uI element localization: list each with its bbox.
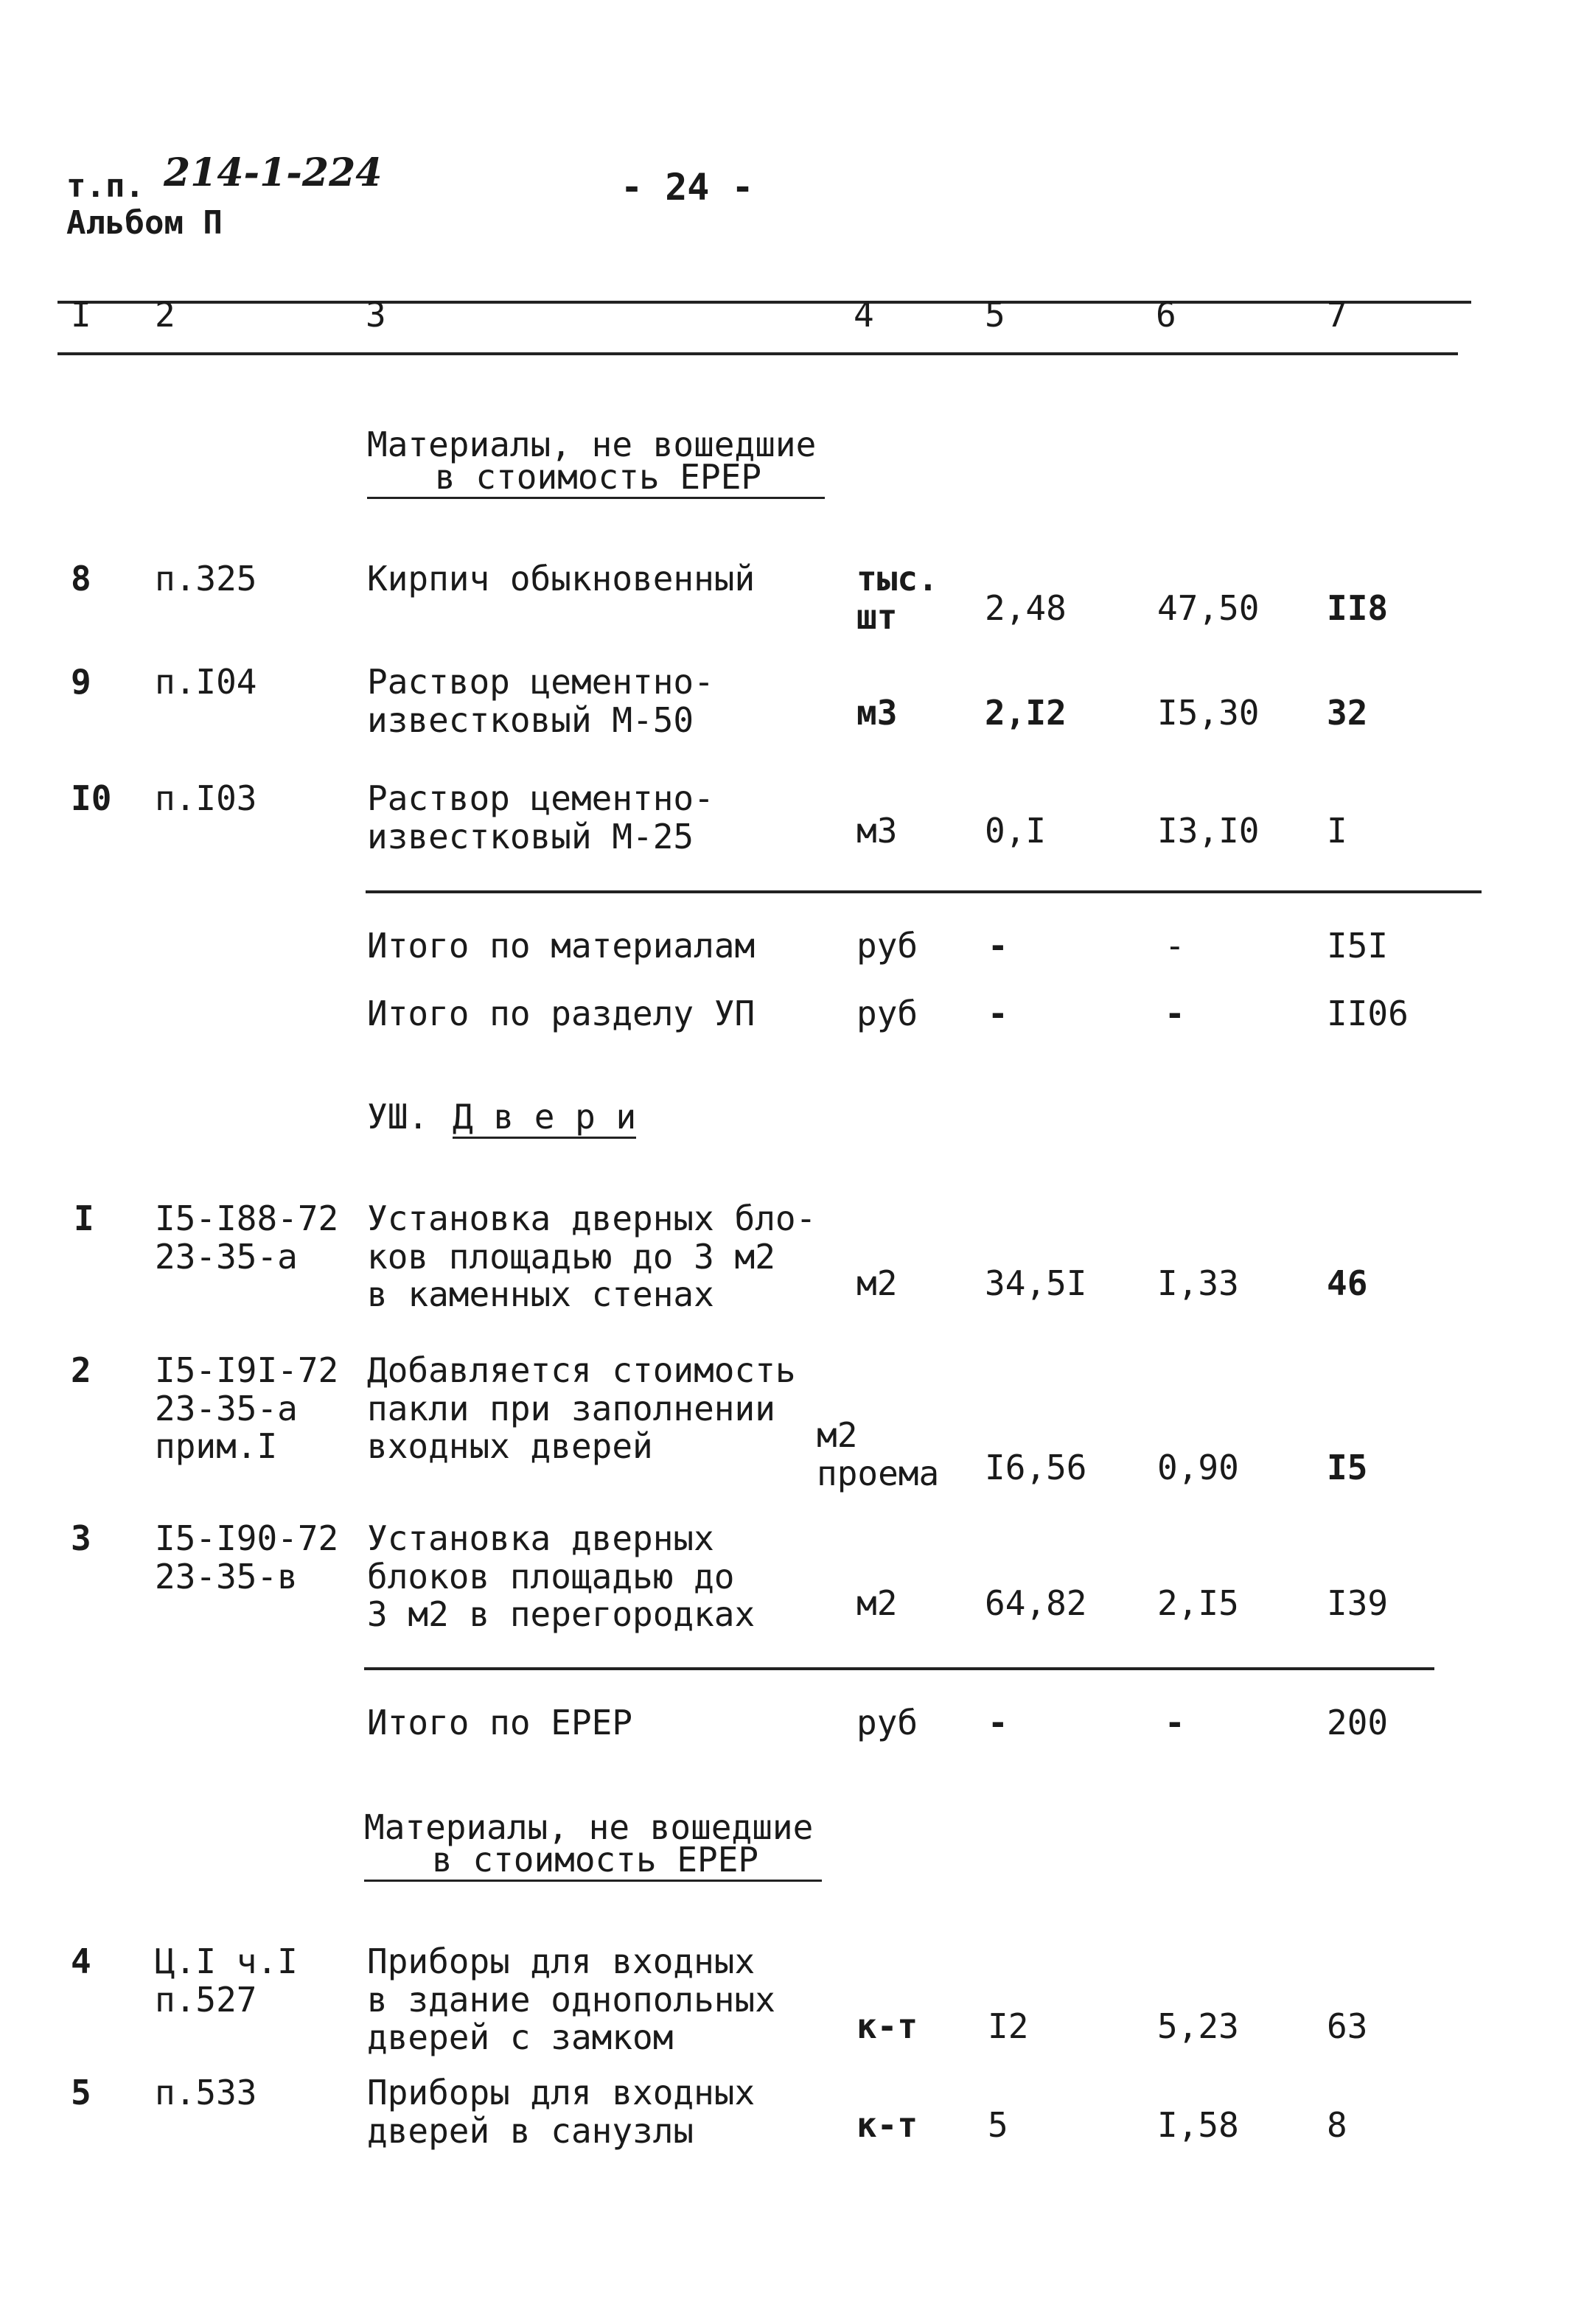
section-materials-heading-2-line2: в стоимость ЕРЕР [364,1841,822,1882]
col-num-7: 7 [1327,295,1347,335]
row-unit: м2 [856,1263,898,1303]
row-reference: Ц.I ч.I п.527 [155,1941,298,2020]
col-num-2: 2 [155,295,175,335]
row-quantity: I6,56 [985,1448,1087,1487]
col-num-1: I [71,295,91,335]
row-description: Приборы для входных в здание однопольных дверей с замком [367,1941,775,2058]
header-bottom-rule [57,352,1458,355]
row-number: 3 [71,1518,91,1558]
total-materials-label: Итого по материалам [367,926,756,966]
row-total: I [1327,811,1347,851]
row-quantity: 2,48 [985,588,1067,628]
total-materials-unit: руб [856,926,918,966]
section-doors-title: Д в е р и [453,1098,636,1139]
tp-number-handwritten: 214-1-224 [164,150,383,195]
total-section-unit: руб [856,994,918,1033]
row-number: 2 [71,1350,91,1390]
row-reference: п.325 [155,559,257,599]
row-price: 2,I5 [1157,1583,1239,1623]
row-price: I,33 [1157,1263,1239,1303]
total-erer-unit: руб [856,1703,918,1742]
row-number: 4 [71,1941,91,1981]
row-number: 5 [71,2073,91,2112]
row-number: 8 [71,559,91,599]
row-description: Установка дверных бло- ков площадью до 3 м2 в каменных стенах [367,1198,817,1315]
row-total: 32 [1327,693,1368,733]
total-erer-qty: - [988,1703,1008,1742]
col-num-3: 3 [366,295,386,335]
row-total: I39 [1327,1583,1389,1623]
row-unit: к-т [856,2006,918,2046]
row-number: 9 [71,662,91,702]
row-description: Добавляется стоимость пакли при заполнении входных дверей [367,1350,796,1467]
total-erer-value: 200 [1327,1703,1389,1742]
total-section-qty: - [988,994,1008,1033]
row-number: I0 [71,778,112,818]
album-label: Альбом П [66,204,223,242]
total-section-value: II06 [1327,994,1409,1033]
row-unit: м2 проема [817,1415,940,1493]
total-section-label: Итого по разделу УП [367,994,756,1033]
row-reference: п.I04 [155,662,257,702]
row-unit: м3 [856,693,898,733]
subtotal-rule [366,890,1482,893]
row-unit: к-т [856,2105,918,2145]
col-num-4: 4 [854,295,874,335]
row-quantity: 5 [988,2105,1008,2145]
row-reference: п.533 [155,2073,257,2112]
row-total: 8 [1327,2105,1347,2145]
section-materials-heading-2-line1: Материалы, не вошедшие [364,1807,814,1847]
row-price: I5,30 [1157,693,1260,733]
row-price: 0,90 [1157,1448,1239,1487]
total-materials-value: I5I [1327,926,1389,966]
total-section-price: - [1165,994,1185,1033]
row-unit: м3 [856,811,898,851]
row-quantity: 0,I [985,811,1047,851]
row-unit: тыс. шт [856,559,938,637]
total-materials-qty: - [988,926,1008,966]
row-quantity: 2,I2 [985,693,1067,733]
header-top-rule [57,301,1471,304]
row-price: I3,I0 [1157,811,1260,851]
row-price: 47,50 [1157,588,1260,628]
row-price: 5,23 [1157,2006,1239,2046]
section-doors-prefix: УШ. [367,1097,429,1137]
row-total: II8 [1327,588,1389,628]
section-materials-heading-line2: в стоимость ЕРЕР [367,458,825,499]
row-reference: п.I03 [155,778,257,818]
row-total: 46 [1327,1263,1368,1303]
row-quantity: 34,5I [985,1263,1087,1303]
subtotal-rule-2 [364,1667,1434,1670]
row-price: I,58 [1157,2105,1239,2145]
row-number: I [74,1198,94,1238]
row-reference: I5-I88-72 23-35-а [155,1198,339,1277]
total-erer-price: - [1165,1703,1185,1742]
row-total: I5 [1327,1448,1368,1487]
row-quantity: I2 [988,2006,1029,2046]
row-reference: I5-I90-72 23-35-в [155,1518,339,1597]
row-description: Раствор цементно- известковый М-25 [367,778,714,856]
row-description: Кирпич обыкновенный [367,559,756,599]
section-materials-heading-line1: Материалы, не вошедшие [367,425,817,464]
tp-prefix: т.п. [66,167,144,205]
col-num-6: 6 [1156,295,1176,335]
row-unit: м2 [856,1583,898,1623]
total-erer-label: Итого по ЕРЕР [367,1703,633,1742]
row-description: Приборы для входных дверей в санузлы [367,2073,756,2151]
page-number: - 24 - [621,166,754,209]
row-total: 63 [1327,2006,1368,2046]
row-reference: I5-I9I-72 23-35-а прим.I [155,1350,339,1467]
row-description: Установка дверных блоков площадью до 3 м2 в перегородках [367,1518,756,1635]
row-description: Раствор цементно- известковый М-50 [367,662,714,740]
row-quantity: 64,82 [985,1583,1087,1623]
total-materials-price: - [1165,926,1185,966]
col-num-5: 5 [985,295,1005,335]
